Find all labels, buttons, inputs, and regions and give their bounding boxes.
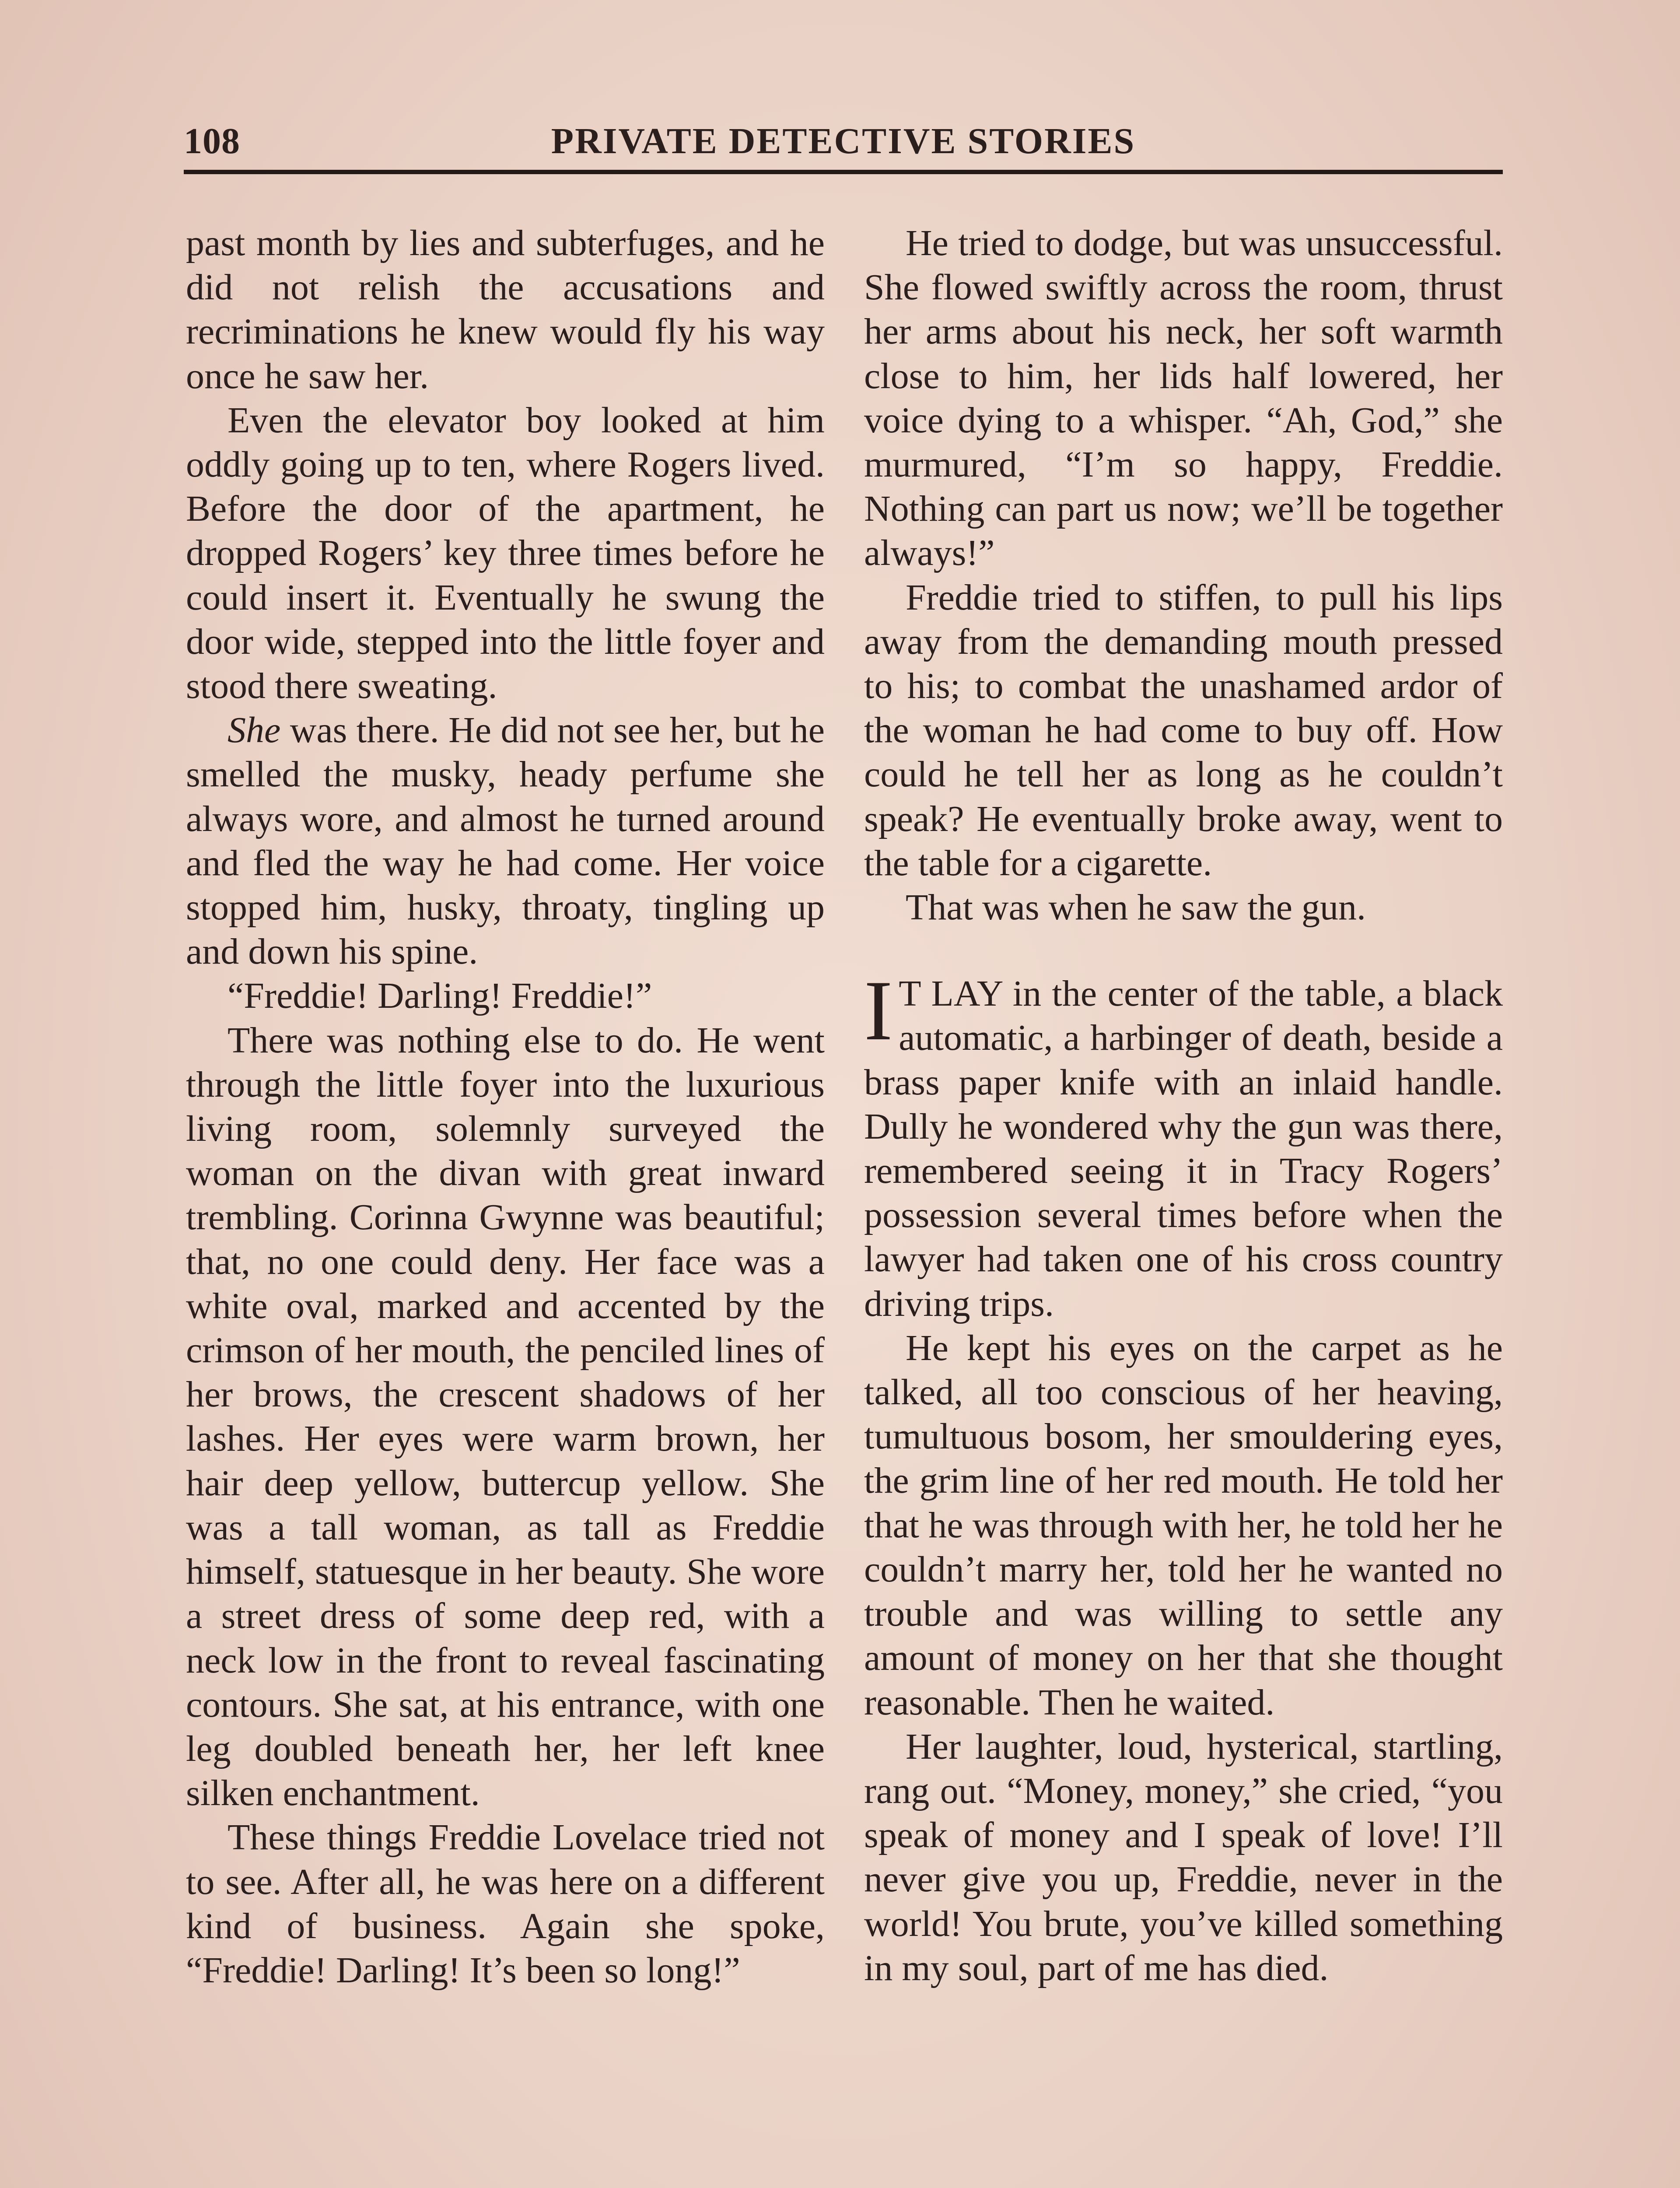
paragraph (864, 963, 1503, 1326)
paragraph: That was when he saw the gun. (906, 887, 1366, 928)
paragraph: These things Freddie Lovelace tried not to see. After all, he was here on a different kind of business. Again she spoke, “Freddie! Darling! It’s been so long!” (186, 1817, 825, 1991)
italic-word: She (228, 710, 281, 751)
left-column (186, 221, 825, 1992)
paragraph-text: T LAY in the center of the table, a black automatic, a harbinger of death, beside a brass paper knife with an inlaid handle. Dully he wondered why the gun was there, remembered seeing it in Tracy Rogers’ possession several times before when the lawyer had taken one of his cross country driving trips. (864, 973, 1503, 1324)
page-number: 108 (184, 121, 240, 161)
paragraph: past month by lies and subterfuges, and he did not relish the accusations and recriminations he knew would fly his way once he saw her. (186, 223, 825, 396)
paragraph: Freddie tried to stiffen, to pull his lips away from the demanding mouth pressed to his; to combat the unashamed ardor of the woman he had come to buy off. How could he tell her as long as he couldn’t speak? He eventually broke away, went to the table for a cigarette. (864, 577, 1503, 884)
paragraph: “Freddie! Darling! Freddie!” (228, 975, 652, 1017)
running-title: PRIVATE DETECTIVE STORIES (551, 121, 1136, 161)
paragraph: Her laughter, loud, hysterical, startling, rang out. “Money, money,” she cried, “you speak of money and I speak of love! I’ll never give you up, Freddie, never in the world! You brute, you’ve killed something in my soul, part of me has died. (864, 1726, 1503, 1988)
paragraph (186, 708, 825, 974)
header-rule (184, 170, 1503, 174)
paragraph: There was nothing else to do. He went through the little foyer into the luxurious living room, solemnly surveyed the woman on the divan with great inward trembling. Corinna Gwynne was beautiful; that, no one could deny. Her face was a white oval, marked and accented by the crimson of her mouth, the penciled lines of her brows, the crescent shadows of her lashes. Her eyes were warm brown, her hair deep yellow, buttercup yellow. She was a tall woman, as tall as Freddie himself, statuesque in her beauty. She wore a street dress of some deep red, with a neck low in the front to reveal fascinating contours. She sat, at his entrance, with one leg doubled beneath her, her left knee silken enchantment. (186, 1020, 825, 1814)
paragraph: Even the elevator boy looked at him oddly going up to ten, where Rogers lived. Before the door of the apartment, he dropped Rogers’ key three times before he could insert it. Eventually he swung the door wide, stepped into the little foyer and stood there sweating. (186, 400, 825, 707)
drop-cap: I (864, 963, 893, 1059)
right-column (864, 221, 1503, 1990)
page-header (184, 114, 1503, 166)
paragraph-text: was there. He did not see her, but he smelled the musky, heady perfume she always wore, and almost he turned around and fled the way he had come. Her voice stopped him, husky, throaty, tingling up and down his spine. (186, 710, 825, 972)
paragraph: He kept his eyes on the carpet as he talked, all too conscious of her heaving, tumultuous bosom, her smouldering eyes, the grim line of her red mouth. He told her that he was through with her, he told her he couldn’t marry her, told her he wanted no trouble and was willing to settle any amount of money on her that she thought reasonable. Then he waited. (864, 1327, 1503, 1723)
paragraph: He tried to dodge, but was unsuccessful. She flowed swiftly across the room, thrust her arms about his neck, her soft warmth close to him, her lids half lowered, her voice dying to a whisper. “Ah, God,” she murmured, “I’m so happy, Freddie. Nothing can part us now; we’ll be together always!” (864, 223, 1503, 574)
